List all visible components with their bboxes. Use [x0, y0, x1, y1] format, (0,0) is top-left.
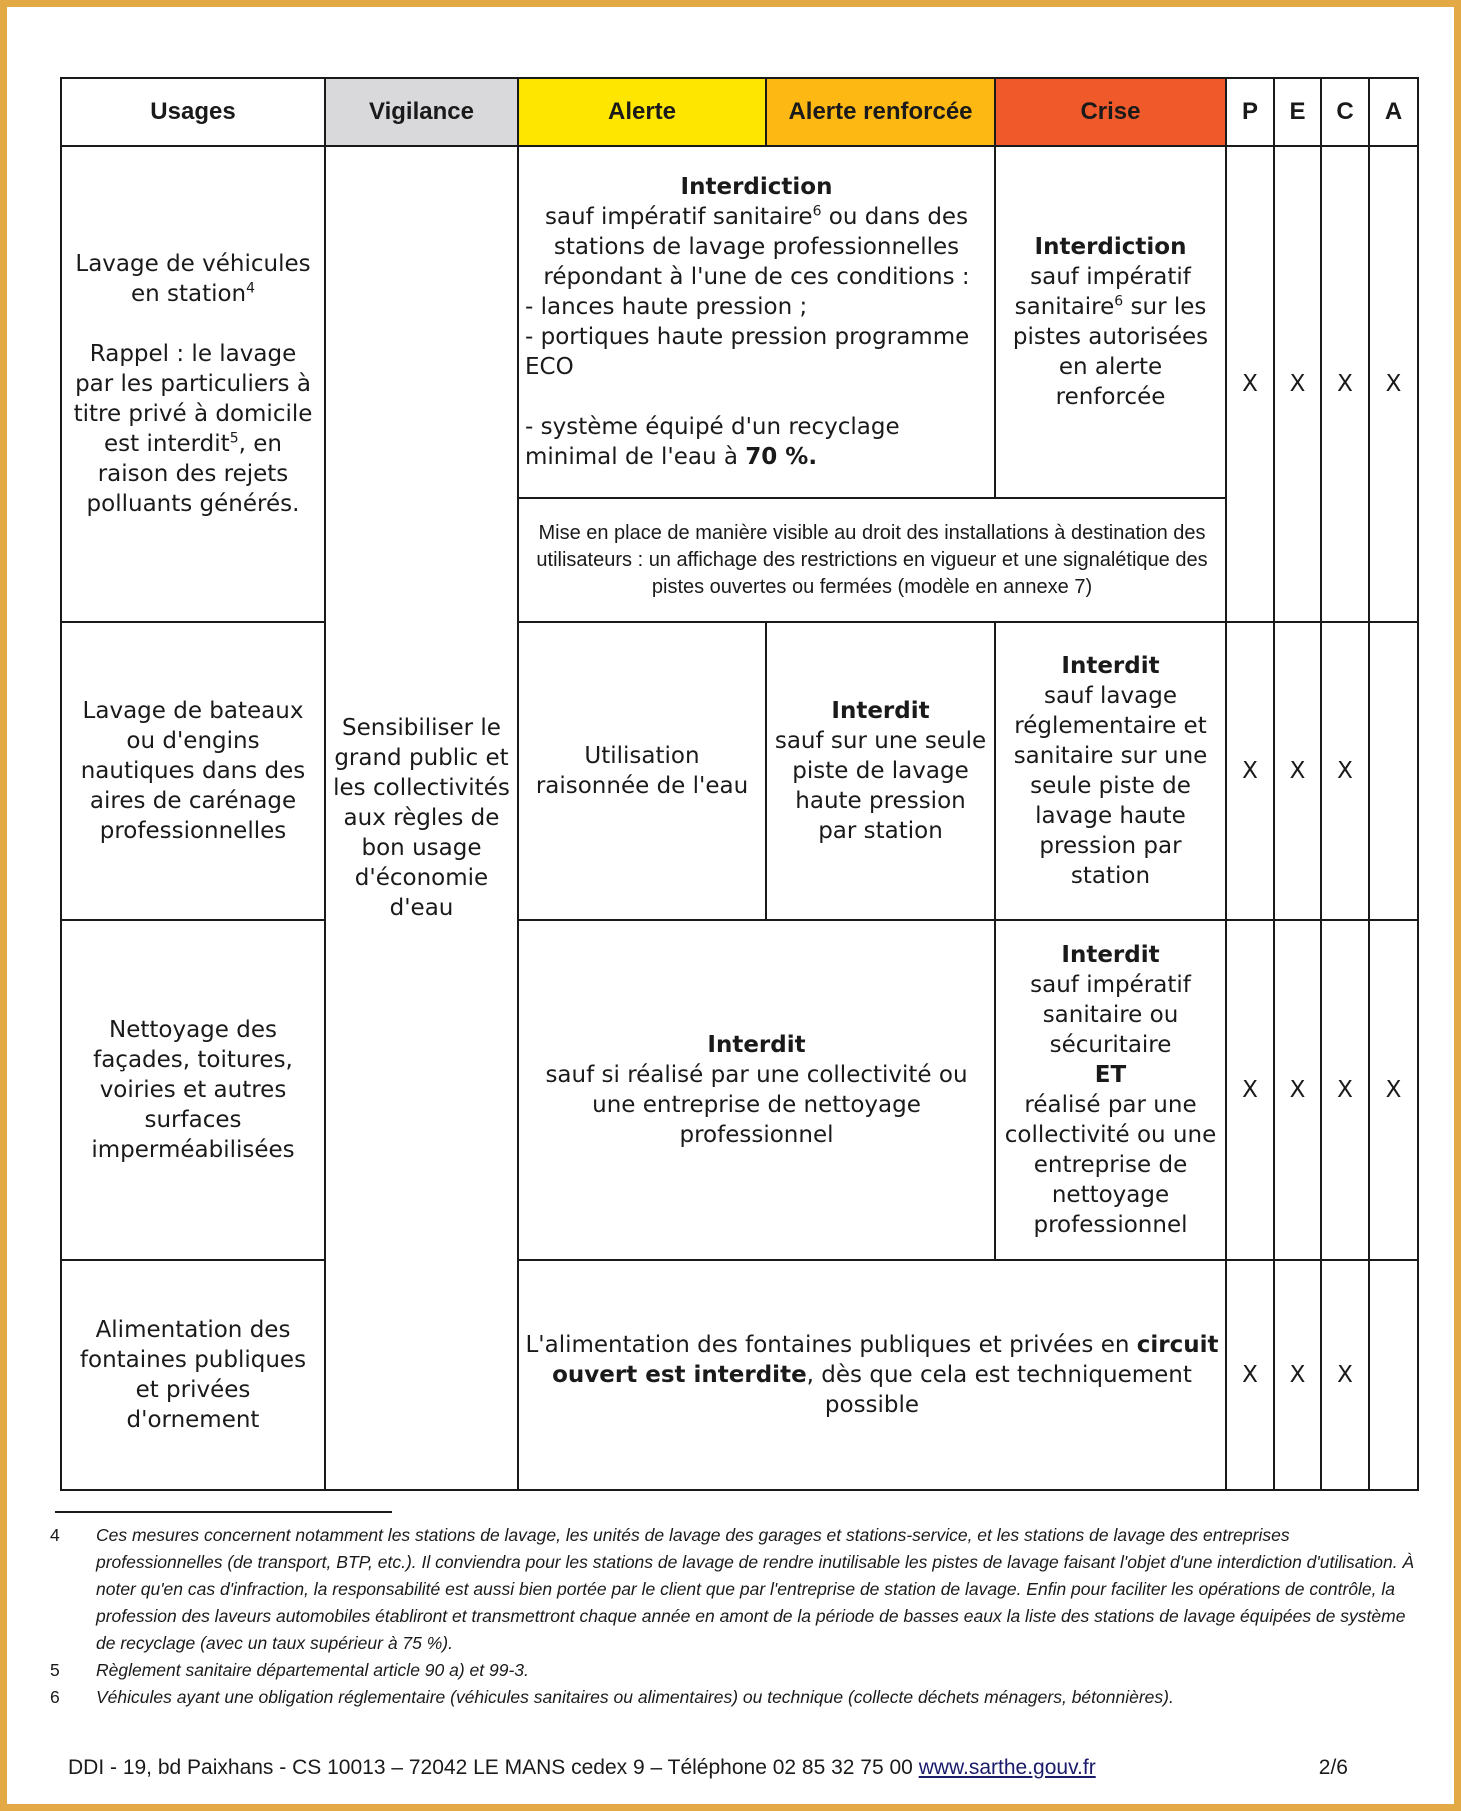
c-mark: X	[1321, 146, 1369, 622]
website-link[interactable]: www.sarthe.gouv.fr	[918, 1756, 1096, 1779]
header-row	[61, 78, 1418, 146]
e-mark: X	[1274, 622, 1321, 920]
signage-cell: Mise en place de manière visible au droit des installations à destination des utilisateurs : un affichage des restrictions en vigueur et une signalétique des pistes ouvertes ou fermées (modèle en annexe 7)	[518, 498, 1226, 622]
header-a: A	[1369, 78, 1418, 146]
a-mark	[1369, 622, 1418, 920]
table-row	[61, 146, 1418, 498]
p-mark: X	[1226, 622, 1274, 920]
page-number: 2/6	[1318, 1756, 1348, 1779]
header-alerte-renforcee: Alerte renforcée	[766, 78, 995, 146]
footnote-separator	[55, 1511, 392, 1513]
crise-cell: Interdit sauf lavage réglementaire et sanitaire sur une seule piste de lavage haute pression par station	[995, 622, 1226, 920]
e-mark: X	[1274, 920, 1321, 1260]
usage-cell: Alimentation des fontaines publiques et privées d'ornement	[61, 1260, 325, 1490]
header-vigilance: Vigilance	[325, 78, 518, 146]
c-mark: X	[1321, 622, 1369, 920]
crise-cell: Interdiction sauf impératif sanitaire$^6$ sur les pistes autorisées en alerte renforcée	[995, 146, 1226, 498]
footnote-5: 5 Règlement sanitaire départemental article 90 a) et 99-3.	[50, 1660, 529, 1680]
usage-cell: Lavage de bateaux ou d'engins nautiques dans des aires de carénage professionnelles	[61, 622, 325, 920]
a-mark: X	[1369, 920, 1418, 1260]
footnote-6: 6 Véhicules ayant une obligation réglementaire (véhicules sanitaires ou alimentaires) ou technique (collecte déchets ménagers, bétonnières).	[50, 1687, 1174, 1707]
fountain-rule-cell: L'alimentation des fontaines publiques et privées en circuit ouvert est interdite, dès que cela est techniquement possible	[518, 1260, 1226, 1490]
a-mark: X	[1369, 146, 1418, 622]
p-mark: X	[1226, 146, 1274, 622]
vigilance-cell: Sensibiliser le grand public et les collectivités aux règles de bon usage d'économie d'eau	[325, 146, 518, 1490]
header-p: P	[1226, 78, 1274, 146]
usage-cell: Nettoyage des façades, toitures, voiries et autres surfaces imperméabilisées	[61, 920, 325, 1260]
alerte-cell: Interdit sauf si réalisé par une collectivité ou une entreprise de nettoyage professionnel	[518, 920, 995, 1260]
footnotes	[50, 1522, 1420, 1711]
header-alerte: Alerte	[518, 78, 766, 146]
p-mark: X	[1226, 920, 1274, 1260]
crise-cell: Interdit sauf impératif sanitaire ou sécuritaire ET réalisé par une collectivité ou une entreprise de nettoyage professionnel	[995, 920, 1226, 1260]
usage-cell: Lavage de véhicules en station$^4$ Rappel : le lavage par les particuliers à titre privé à domicile est interdit$^5$, en raison des rejets polluants générés.	[61, 146, 325, 622]
footer-address: DDI - 19, bd Paixhans - CS 10013 – 72042 LE MANS cedex 9 – Téléphone 02 85 32 75 00 www.sarthe.gouv.fr	[68, 1756, 1096, 1779]
restrictions-table	[60, 77, 1419, 1491]
a-mark	[1369, 1260, 1418, 1490]
alerte-renforcee-cell: Interdit sauf sur une seule piste de lavage haute pression par station	[766, 622, 995, 920]
header-crise: Crise	[995, 78, 1226, 146]
e-mark: X	[1274, 146, 1321, 622]
header-usages: Usages	[61, 78, 325, 146]
table-row	[61, 622, 1418, 920]
c-mark: X	[1321, 920, 1369, 1260]
alerte-cell: Utilisation raisonnée de l'eau	[518, 622, 766, 920]
header-c: C	[1321, 78, 1369, 146]
header-e: E	[1274, 78, 1321, 146]
p-mark: X	[1226, 1260, 1274, 1490]
alerte-cell: Interdiction sauf impératif sanitaire$^6$ ou dans des stations de lavage professionnelles répondant à l'une de ces conditions : - lances haute pression ; - portiques haute pression programme ECO - système équipé d'un recyclage minimal de l'eau à 70 %.	[518, 146, 995, 498]
e-mark: X	[1274, 1260, 1321, 1490]
footnote-4: 4 Ces mesures concernent notamment les stations de lavage, les unités de lavage des garages et stations-service, et les stations de lavage des entreprises professionnelles (de transport, BTP, etc.). Il conviendra pour les stations de lavage de rendre inutilisable les pistes de lavage faisant l'objet d'une interdiction d'utilisation. À noter qu'en cas d'infraction, la responsabilité est aussi bien portée par le client que par l'entreprise de station de lavage. Enfin pour faciliter les opérations de contrôle, la profession des laveurs automobiles établiront et transmettront chaque année en amont de la période de basses eaux la liste des stations de lavage équipées de système de recyclage (avec un taux supérieur à 75 %).	[50, 1525, 1415, 1653]
table-row	[61, 1260, 1418, 1490]
c-mark: X	[1321, 1260, 1369, 1490]
table-row	[61, 920, 1418, 1260]
page-footer	[68, 1756, 1348, 1780]
